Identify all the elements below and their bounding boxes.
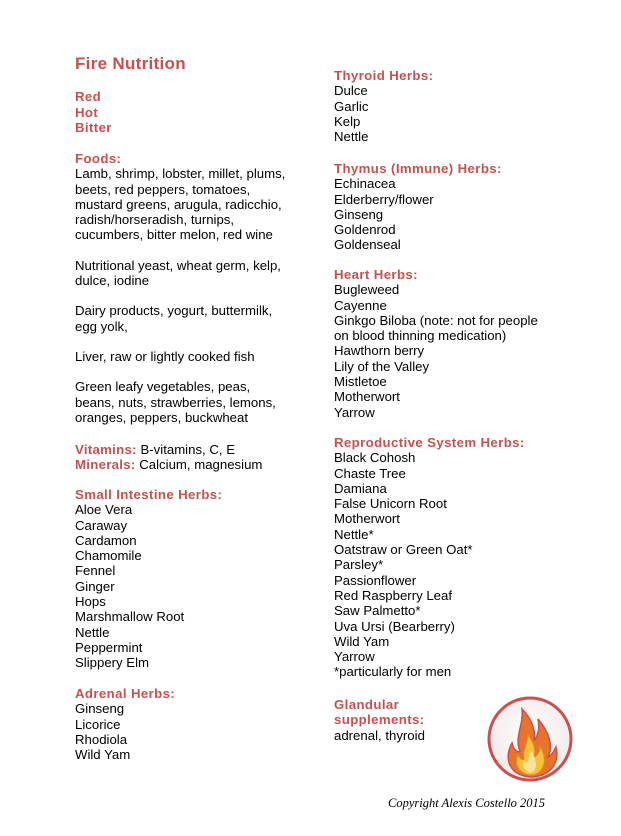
list-item: Mistletoe xyxy=(334,374,387,390)
keyword-hot: Hot xyxy=(75,104,99,120)
list-item: Uva Ursi (Bearberry) xyxy=(334,618,455,634)
vitamins-label: Vitamins: xyxy=(75,442,137,457)
glandular-value: adrenal, thyroid xyxy=(334,727,425,743)
list-item: Echinacea xyxy=(334,176,396,192)
food-line: beans, nuts, strawberries, lemons, xyxy=(75,394,276,410)
list-item: False Unicorn Root xyxy=(334,496,447,512)
fire-flame-icon xyxy=(486,695,574,783)
adrenal-heading: Adrenal Herbs: xyxy=(75,686,176,701)
list-item: Passionflower xyxy=(334,572,417,588)
list-item: Lily of the Valley xyxy=(334,358,430,374)
list-item: Ginger xyxy=(75,578,115,594)
food-line: beets, red peppers, tomatoes, xyxy=(75,181,251,197)
list-item: Hawthorn berry xyxy=(334,343,425,359)
glandular-section xyxy=(334,697,425,743)
thymus-section xyxy=(334,161,502,253)
list-item: Fennel xyxy=(75,563,116,579)
footnote: *particularly for men xyxy=(334,664,452,680)
reproductive-section xyxy=(334,435,525,680)
list-item: Motherwort xyxy=(334,389,400,405)
list-item: Black Cohosh xyxy=(334,450,416,466)
list-item: Ginseng xyxy=(334,206,384,222)
food-line: Lamb, shrimp, lobster, millet, plums, xyxy=(75,166,286,182)
copyright-text: Copyright Alexis Costello 2015 xyxy=(388,796,546,810)
food-line: oranges, peppers, buckwheat xyxy=(75,409,249,425)
thymus-heading: Thymus (Immune) Herbs: xyxy=(334,161,502,176)
foods-paragraph-1 xyxy=(75,166,320,242)
reproductive-heading: Reproductive System Herbs: xyxy=(334,435,525,450)
list-item: Oatstraw or Green Oat* xyxy=(334,542,473,558)
food-line: Liver, raw or lightly cooked fish xyxy=(75,348,255,364)
list-item: Ginseng xyxy=(75,701,125,717)
list-item: Marshmallow Root xyxy=(75,609,185,625)
foods-paragraph-3 xyxy=(75,303,320,334)
list-item: Hops xyxy=(75,594,106,610)
list-item: Nettle xyxy=(75,624,110,640)
list-item: Wild Yam xyxy=(334,633,390,649)
list-item: Elderberry/flower xyxy=(334,191,434,207)
list-item: Red Raspberry Leaf xyxy=(334,587,453,603)
foods-section xyxy=(75,151,320,425)
list-item: Peppermint xyxy=(75,639,143,655)
food-line: Nutritional yeast, wheat germ, kelp, xyxy=(75,257,281,273)
list-item: Cardamon xyxy=(75,532,137,548)
foods-heading: Foods: xyxy=(75,151,122,166)
vitamins-line xyxy=(75,442,262,457)
glandular-heading-line2: supplements: xyxy=(334,712,425,728)
list-item: Ginkgo Biloba (note: not for people xyxy=(334,312,538,328)
food-line: dulce, iodine xyxy=(75,273,150,289)
heart-heading: Heart Herbs: xyxy=(334,267,418,282)
list-item: Wild Yam xyxy=(75,747,131,763)
list-item: Yarrow xyxy=(334,404,375,420)
keyword-bitter: Bitter xyxy=(75,120,112,135)
list-item: Rhodiola xyxy=(75,731,128,747)
list-item: Saw Palmetto* xyxy=(334,603,421,619)
list-item: Motherwort xyxy=(334,511,400,527)
glandular-heading-line1: Glandular xyxy=(334,697,400,712)
vitamins-value: B-vitamins, C, E xyxy=(136,442,236,457)
list-item: Parsley* xyxy=(334,557,384,573)
list-item: Goldenseal xyxy=(334,237,401,253)
food-line: cucumbers, bitter melon, red wine xyxy=(75,227,273,243)
minerals-line xyxy=(75,457,262,472)
list-item: Nettle xyxy=(334,129,369,145)
foods-paragraph-4 xyxy=(75,349,320,364)
list-item: Bugleweed xyxy=(334,282,400,298)
list-item: Nettle* xyxy=(334,526,374,542)
thyroid-section xyxy=(334,68,433,144)
food-line: Green leafy vegetables, peas, xyxy=(75,379,251,395)
list-item: Kelp xyxy=(334,113,361,129)
list-item: Chaste Tree xyxy=(334,465,406,481)
list-item: Garlic xyxy=(334,98,369,114)
foods-paragraph-2 xyxy=(75,258,320,289)
list-item: on blood thinning medication) xyxy=(334,328,507,344)
thyroid-heading: Thyroid Herbs: xyxy=(334,68,434,83)
list-item: Licorice xyxy=(75,716,121,732)
list-item: Caraway xyxy=(75,517,128,533)
foods-paragraph-5 xyxy=(75,379,320,425)
minerals-label: Minerals: xyxy=(75,457,136,473)
minerals-value: Calcium, magnesium xyxy=(135,457,263,473)
list-item: Damiana xyxy=(334,480,387,496)
list-item: Aloe Vera xyxy=(75,502,133,518)
page-title: Fire Nutrition xyxy=(75,54,186,73)
keywords-block xyxy=(75,89,112,136)
food-line: radish/horseradish, turnips, xyxy=(75,212,235,228)
list-item: Yarrow xyxy=(334,649,375,665)
list-item: Goldenrod xyxy=(334,222,396,238)
list-item: Dulce xyxy=(334,83,368,99)
adrenal-section xyxy=(75,686,175,762)
small-intestine-section xyxy=(75,487,222,671)
list-item: Chamomile xyxy=(75,548,142,564)
heart-section xyxy=(334,267,538,420)
list-item: Cayenne xyxy=(334,297,387,313)
list-item: Slippery Elm xyxy=(75,655,150,671)
vitamins-minerals xyxy=(75,442,262,473)
food-line: egg yolk, xyxy=(75,318,128,334)
food-line: mustard greens, arugula, radicchio, xyxy=(75,196,282,212)
keyword-red: Red xyxy=(75,89,102,104)
small-intestine-heading: Small Intestine Herbs: xyxy=(75,487,223,502)
food-line: Dairy products, yogurt, buttermilk, xyxy=(75,303,273,319)
